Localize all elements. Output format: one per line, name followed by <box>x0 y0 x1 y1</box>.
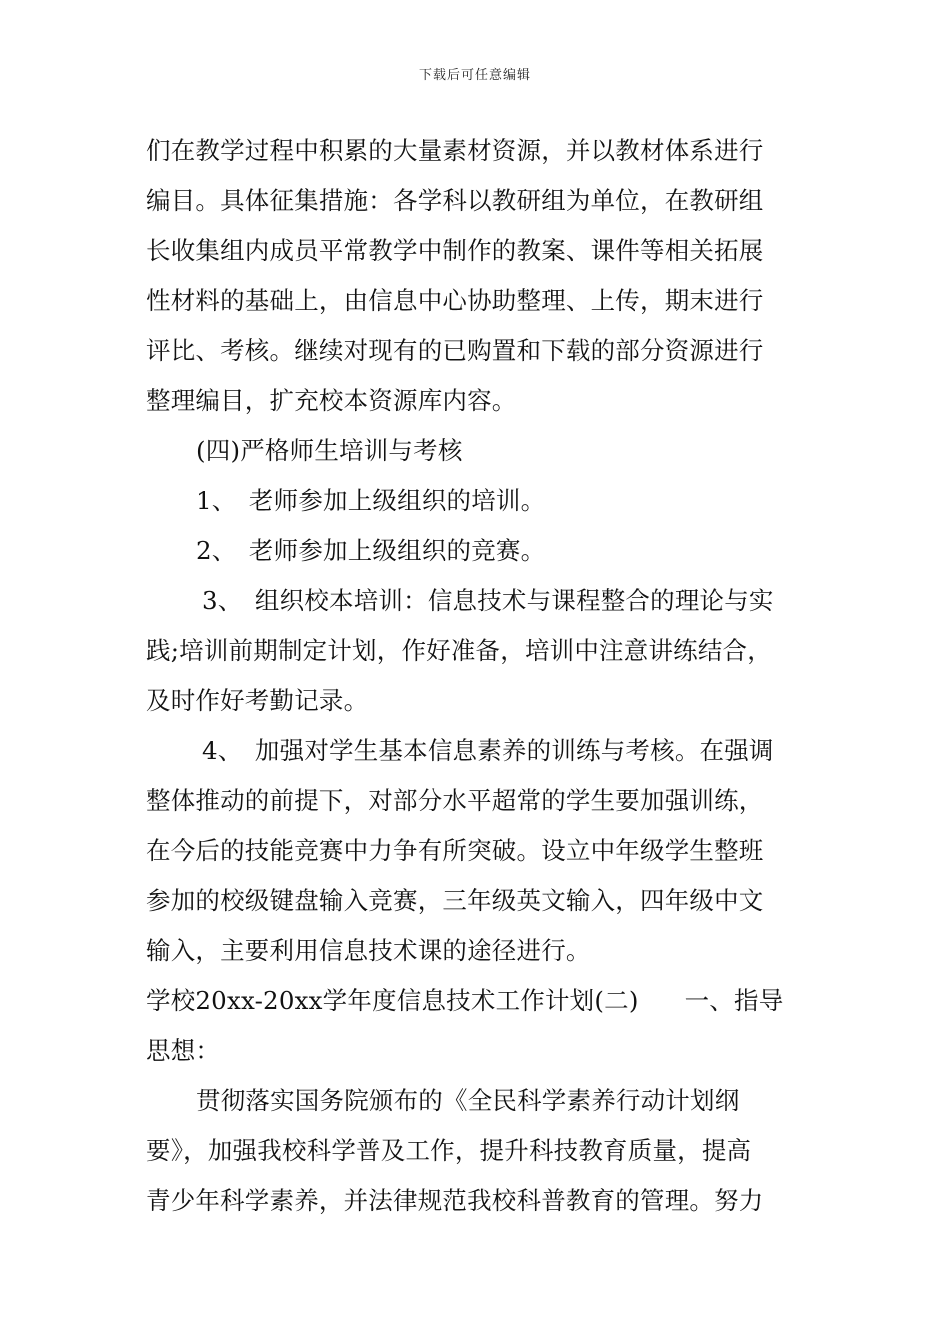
paragraph-line: 思想： <box>146 1036 221 1065</box>
paragraph-line: 贯彻落实国务院颁布的《全民科学素养行动计划纲 <box>196 1086 740 1115</box>
paragraph-line: 们在教学过程中积累的大量素材资源，并以教材体系进行 <box>146 136 764 165</box>
list-item: 2、 老师参加上级组织的竞赛。 <box>196 536 546 565</box>
list-item: 4、 加强对学生基本信息素养的训练与考核。在强调 <box>202 736 774 765</box>
paragraph-line: 评比、考核。继续对现有的已购置和下载的部分资源进行 <box>146 336 764 365</box>
paragraph-line: 整理编目，扩充校本资源库内容。 <box>146 386 517 415</box>
page-header-note: 下载后可任意编辑 <box>418 68 531 83</box>
paragraph-line: 及时作好考勤记录。 <box>146 686 369 715</box>
section-heading: 一、指导 <box>684 986 784 1015</box>
document-title: 学校20xx-20xx学年度信息技术工作计划(二) <box>146 986 639 1015</box>
list-item: 1、 老师参加上级组织的培训。 <box>196 486 546 515</box>
list-item: 3、 组织校本培训：信息技术与课程整合的理论与实 <box>202 586 774 615</box>
document-title-line <box>146 976 808 1026</box>
paragraph-line: 青少年科学素养，并法律规范我校科普教育的管理。努力 <box>146 1186 764 1215</box>
section-heading: (四)严格师生培训与考核 <box>196 436 463 465</box>
paragraph-line: 长收集组内成员平常教学中制作的教案、课件等相关拓展 <box>146 236 764 265</box>
paragraph-line: 践;培训前期制定计划，作好准备，培训中注意讲练结合， <box>146 636 772 665</box>
paragraph-line: 输入，主要利用信息技术课的途径进行。 <box>146 936 591 965</box>
paragraph-line: 编目。具体征集措施：各学科以教研组为单位，在教研组 <box>146 186 764 215</box>
paragraph-line: 要》，加强我校科学普及工作，提升科技教育质量，提高 <box>146 1136 752 1165</box>
paragraph-line: 参加的校级键盘输入竞赛，三年级英文输入，四年级中文 <box>146 886 764 915</box>
paragraph-line: 在今后的技能竞赛中力争有所突破。设立中年级学生整班 <box>146 836 764 865</box>
paragraph-line: 整体推动的前提下，对部分水平超常的学生要加强训练， <box>146 786 764 815</box>
paragraph-line: 性材料的基础上，由信息中心协助整理、上传，期末进行 <box>146 286 764 315</box>
document-body <box>146 126 808 1226</box>
